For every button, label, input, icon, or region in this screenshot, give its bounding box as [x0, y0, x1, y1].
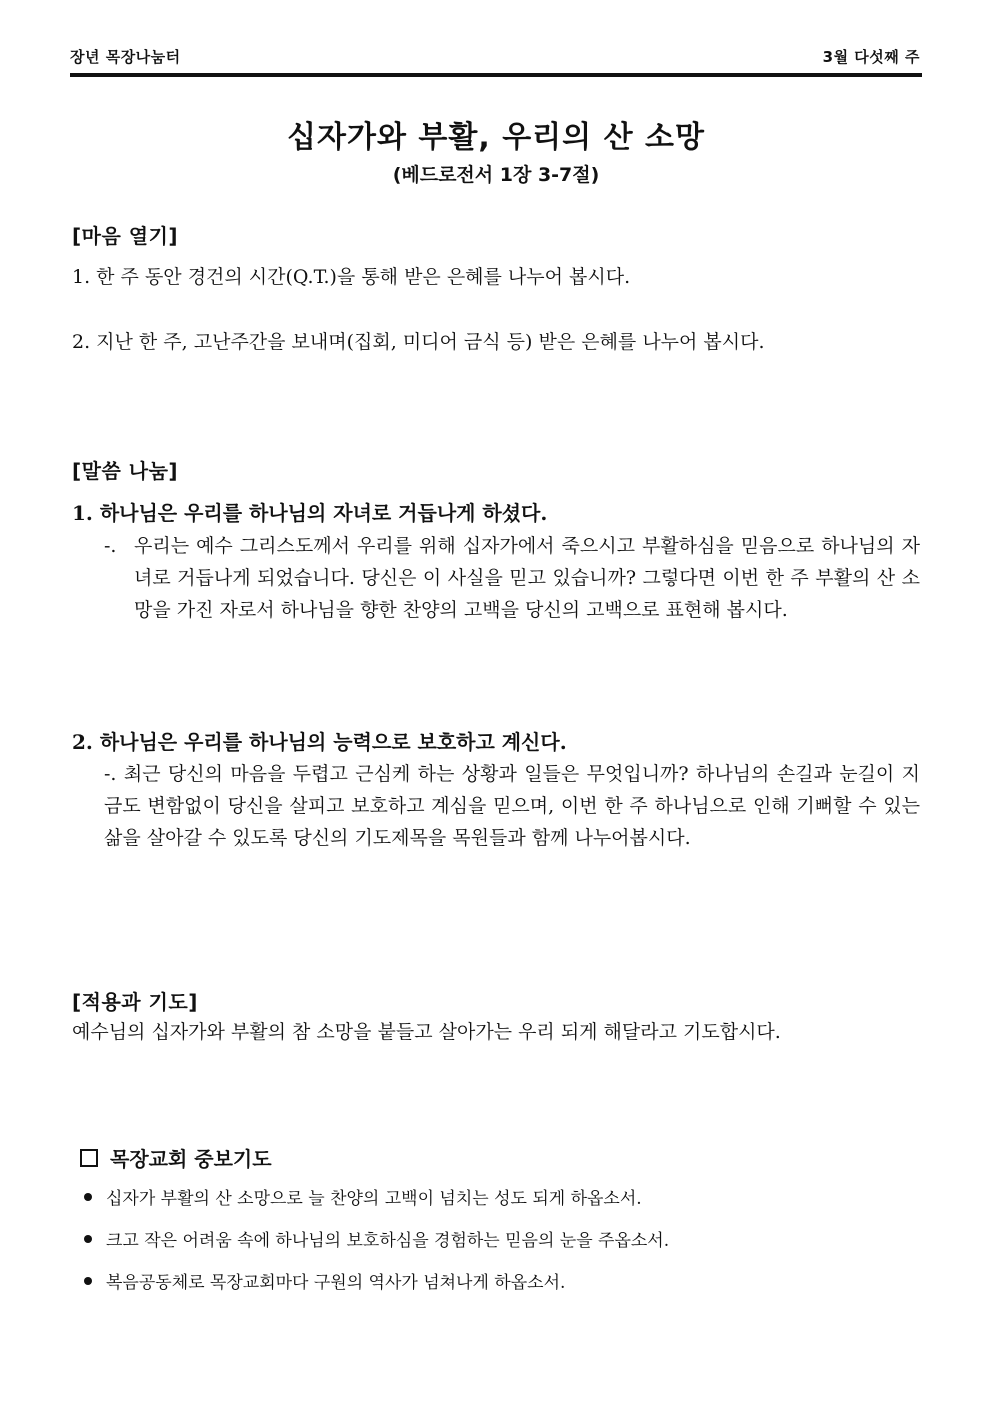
intercession-heading-label: 목장교회 중보기도	[110, 1147, 272, 1171]
question-1-title: 1. 하나님은 우리를 하나님의 자녀로 거듭나게 하셨다.	[72, 501, 548, 525]
intercession-item-text: 크고 작은 어려움 속에 하나님의 보호하심을 경험하는 믿음의 눈을 주옵소서.	[106, 1231, 670, 1251]
apply-text: 예수님의 십자가와 부활의 참 소망을 붙들고 살아가는 우리 되게 해달라고 기도합시다.	[72, 1021, 781, 1043]
intercession-item-text: 십자가 부활의 산 소망으로 늘 찬양의 고백이 넘치는 성도 되게 하옵소서.	[106, 1189, 642, 1209]
opening-heading: [마음 열기]	[72, 224, 179, 248]
opening-item-2: 2. 지난 한 주, 고난주간을 보내며(집회, 미디어 금식 등) 받은 은혜를 나누어 봅시다.	[72, 331, 765, 353]
bullet-icon	[84, 1193, 92, 1201]
intercession-heading	[80, 1143, 272, 1172]
bullet-icon	[84, 1277, 92, 1285]
checkbox-square-icon	[80, 1149, 98, 1167]
question-2-body: -. 최근 당신의 마음을 두렵고 근심케 하는 상황과 일들은 무엇입니까? 하나님의 손길과 눈길이 지금도 변함없이 당신을 살피고 보호하고 계심을 믿으며, 이번 한 주 하나님으로 인해 기뻐할 수 있는 삶을 살아갈 수 있도록 당신의 기도제목을 목원들과 함께 나누어봅시다.	[104, 763, 920, 849]
intercession-item	[84, 1184, 642, 1209]
word-heading: [말씀 나눔]	[72, 459, 179, 483]
question-2-title: 2. 하나님은 우리를 하나님의 능력으로 보호하고 계신다.	[72, 730, 567, 754]
question-1-body: 우리는 예수 그리스도께서 우리를 위해 십자가에서 죽으시고 부활하심을 믿음으로 하나님의 자녀로 거듭나게 되었습니다. 당신은 이 사실을 믿고 있습니까? 그렇다면 이번 한 주 부활의 산 소망을 가진 자로서 하나님을 향한 찬양의 고백을 당신의 고백으로 표현해 봅시다.	[134, 535, 920, 621]
page-title: 십자가와 부활, 우리의 산 소망	[287, 120, 705, 155]
intercession-item-text: 복음공동체로 목장교회마다 구원의 역사가 넘쳐나게 하옵소서.	[106, 1273, 566, 1293]
opening-item-1: 1. 한 주 동안 경건의 시간(Q.T.)을 통해 받은 은혜를 나누어 봅시다.	[72, 266, 631, 288]
apply-heading: [적용과 기도]	[72, 990, 198, 1014]
scripture-reference: (베드로전서 1장 3-7절)	[392, 164, 600, 186]
bullet-icon	[84, 1235, 92, 1243]
header-right-week: 3월 다섯째 주	[822, 48, 920, 66]
question-1-dash: -.	[104, 535, 117, 557]
intercession-item	[84, 1226, 669, 1251]
header-left-title: 장년 목장나눔터	[70, 48, 181, 66]
header-divider	[70, 73, 922, 77]
intercession-item	[84, 1268, 565, 1293]
